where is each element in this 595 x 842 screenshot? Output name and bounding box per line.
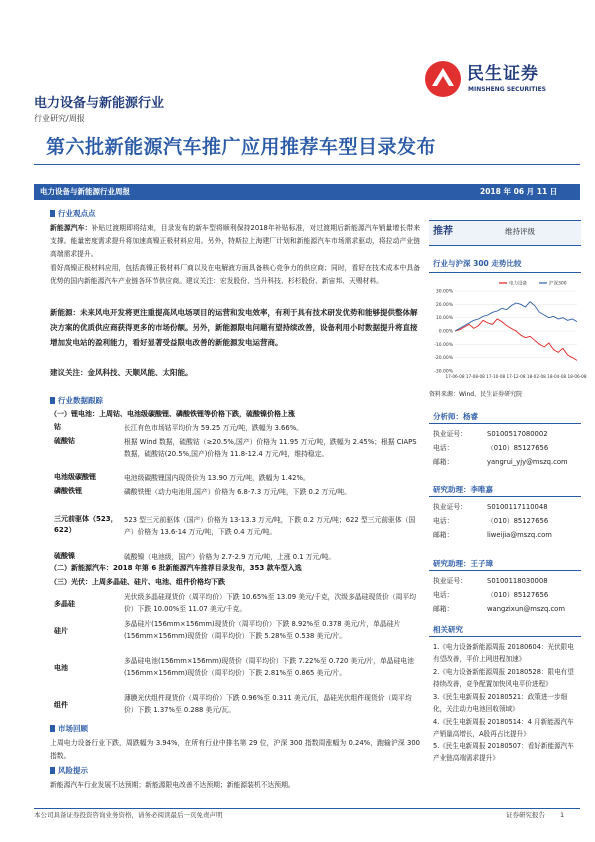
- report-title: 第六批新能源汽车推广应用推荐车型目录发布: [46, 136, 437, 158]
- related-research-item[interactable]: 1.《电力设备新能源周报 20180604：光伏限电有望改善，平价上网进程加速》: [433, 643, 574, 663]
- pv-row-label: 硅片: [54, 627, 68, 635]
- risk-text: 新能源汽车行业发展不达预期；新能源限电改善不达预期；新能源装机不达预期。: [50, 781, 295, 789]
- related-research-item[interactable]: 3.《民生电新周报 20180521：政策进一步细化，关注动力电池回收领域》: [433, 693, 568, 713]
- section-risk-heading: 风险提示: [50, 765, 88, 776]
- logo-name-en: MINSHENG SECURITIES: [468, 86, 546, 93]
- email-address: yangrui_yjy@mszq.com: [487, 458, 568, 466]
- x-tick-label: 18-06-08: [567, 374, 587, 379]
- pv-row-text: 多晶硅片(156mm×156mm)现货价（周平均价）下跌 8.92%至 0.378 美元/片，单晶硅片(156mm×156mm)现货价（周平均价）下跌 5.28%至 0.538 美元/片。: [124, 620, 401, 640]
- y-tick-label: -10.00%: [434, 342, 453, 348]
- phone-number: （010）85127656: [487, 591, 549, 599]
- related-research-heading: 相关研究: [433, 625, 463, 634]
- price-row-text: 电池级碳酸锂国内现货价为 13.90 万元/吨，跌幅为 1.42%。: [124, 474, 310, 482]
- y-tick-label: -30.00%: [434, 369, 453, 375]
- viewpoint-renewable-paragraph: 新能源：未来风电开发将更注重提高风电场项目的运营和发电效率，有利于具有技术研发优势和能够提供整体解决方案的优质供应商获得更多的市场份额。另外，新能源限电问题有望持续改善，设备利用小时数据提升将直接增加发电站的盈利能力，看好显著受益限电改善的新能源发电运营商。: [50, 308, 418, 347]
- analyst-rule: [429, 423, 581, 424]
- price-row-label: 硫酸钴: [54, 437, 75, 445]
- related-research-item[interactable]: 2.《电力设备新能源周报 20180528：限电有望持续改善，竞争配置加快风电平价进程》: [433, 668, 574, 688]
- rating-sub: 维持评级: [505, 227, 535, 236]
- section-viewpoint-heading: 行业观点点: [50, 208, 96, 219]
- pv-row-text: 多晶硅电池(156mm×156mm)现货价（周平均价）下跌 7.22%至 0.720 美元/片，单晶硅电池(156mm×156mm)现货价（周平均价）下跌 2.81%至 0.865 美元/片。: [124, 657, 414, 677]
- x-tick-label: 17-06-08: [445, 374, 465, 379]
- x-tick-label: 17-08-08: [465, 374, 485, 379]
- analyst-rule: [429, 496, 581, 497]
- section-market-heading: 市场回顾: [50, 723, 88, 734]
- y-tick-label: 20.00%: [435, 302, 453, 308]
- section-data-heading: 行业数据跟踪: [50, 395, 103, 406]
- pv-row-text: 薄膜光伏组件现货价（周平均价）下跌 0.96%至 0.311 美元/瓦，晶硅光伏组件现货价（周平均价）下跌 1.37%至 0.288 美元/瓦。: [124, 694, 412, 714]
- rating-label: 推荐: [433, 226, 453, 237]
- related-research-item[interactable]: 5.《民生电新周报 20180507：看好新能源汽车产业链高端需求提升》: [433, 742, 574, 762]
- footer-disclaimer: 本公司具备证券投资咨询业务资格，请务必阅读最后一页免责声明: [34, 811, 223, 819]
- ev-subheading: （二）新能源汽车：2018 年第 6 批新能源汽车推荐目录发布，353 款车型入选: [50, 564, 302, 572]
- x-tick-label: 18-04-08: [547, 374, 567, 379]
- price-row-label: 钴: [54, 423, 61, 431]
- pv-subheading: （三）光伏：上周多晶硅、硅片、电池、组件价格均下跌: [50, 578, 225, 586]
- price-row-label: 硫酸镍: [54, 552, 75, 560]
- market-review-text: 上周电力设备行业下跌，周跌幅为 3.94%，在所有行业中排名第 29 位，沪深 300 指数周涨幅为 0.24%，跑输沪深 300 指数。: [50, 739, 420, 760]
- pv-row-label: 电池: [54, 664, 68, 672]
- price-row-label: 磷酸铁锂: [54, 487, 82, 495]
- phone-number: （010）85127656: [487, 517, 549, 525]
- footer-report-type: 证券研究报告: [506, 811, 545, 819]
- viewpoint-material-paragraph: 看好高镍正极材料应用，包括高镍正极材料厂商以及在电解液方面具备核心竞争力的供应商；同时，看好在技术成本中具备优势的国内新能源汽车产业链各环节供应商。建议关注：宏发股份、当升科技、杉杉股份、新宙邦、天赐材料。: [50, 264, 420, 285]
- series-line: [455, 319, 577, 360]
- phone-number: （010）85127656: [487, 444, 549, 452]
- chart-source: 资料来源：Wind，民生证券研究院: [429, 391, 523, 398]
- legend-label: 电力设备: [509, 281, 527, 287]
- chart-title-rule: [429, 272, 581, 273]
- email-address: wangzixun@mszq.com: [487, 605, 565, 613]
- price-row-label: 三元前驱体（523，622）: [54, 515, 118, 534]
- x-tick-label: 17-12-08: [506, 374, 526, 379]
- cert-label: 执业证号：: [433, 430, 467, 438]
- phone-label: 电话：: [433, 444, 454, 452]
- email-label: 邮箱：: [433, 531, 454, 539]
- y-tick-label: 10.00%: [435, 316, 453, 322]
- chart-title: 行业与沪深 300 走势比较: [433, 259, 522, 268]
- cert-label: 执业证号：: [433, 503, 467, 511]
- series-line: [455, 302, 577, 331]
- pv-row-text: 光伏级多晶硅现货价（周平均价）下跌 10.65%至 13.09 美元/千克，次级多晶硅现货价（周平均价）下跌 10.00%至 11.07 美元/千克。: [124, 593, 417, 613]
- price-row-text: 磷酸铁锂（动力电池用,国产）价格为 6.8-7.3 万元/吨，下跌 0.2 万元/吨。: [124, 488, 351, 496]
- viewpoint-suggestion: 建议关注：金风科技、天顺风能、太阳能。: [50, 368, 193, 377]
- y-tick-label: -20.00%: [434, 356, 453, 362]
- analyst-name: 研究助理：王子璋: [433, 559, 493, 568]
- pv-row-label: 组件: [54, 701, 68, 709]
- footer-divider: [34, 808, 580, 809]
- email-address: liweijia@mszq.com: [487, 531, 552, 539]
- email-label: 邮箱：: [433, 458, 454, 466]
- analyst-name: 研究助理：李唯嘉: [433, 485, 493, 494]
- y-tick-label: 0.00%: [438, 329, 453, 335]
- lithium-subheading: （一）锂电池：上周钴、电池级碳酸锂、磷酸铁锂等价格下跌，硫酸镍价格上涨: [50, 410, 295, 418]
- research-type: 行业研究/周报: [34, 114, 85, 123]
- related-research-item[interactable]: 4.《民生电新周报 20180514：4 月新能源汽车产销量高增长，A股再占比提升》: [433, 718, 574, 738]
- industry-name: 电力设备与新能源行业: [34, 96, 165, 111]
- email-label: 邮箱：: [433, 605, 454, 613]
- legend-label: 沪深300: [549, 281, 567, 287]
- cert-number: S0100517080002: [487, 430, 548, 438]
- viewpoint-ev-paragraph: 新能源汽车：补贴过渡期即将结束，目录发布的新车型将顺利保持2018年补贴标准，对过渡期后新能源汽车销量增长带来支撑。能量密度需求提升将加速高镍正极材料应用。另外，特斯拉上海建厂计划和新能源汽车市场需求驱动，将拉动产业链高端需求提升。: [50, 224, 421, 258]
- trend-chart: [429, 277, 587, 387]
- price-row-text: 长江有色市场钴平均价为 59.25 万元/吨，跌幅为 3.66%。: [124, 424, 303, 432]
- price-row-text: 根据 Wind 数据，硫酸钴（≥20.5%,国产）价格为 11.95 万元/吨，跌幅为 2.45%；根据 CIAPS 数据，硫酸钴(20.5%,国产)价格为 11.8-12.4 万元/吨，维持稳定。: [124, 438, 417, 458]
- cert-label: 执业证号：: [433, 577, 467, 585]
- analyst-name: 分析师：杨睿: [433, 412, 478, 421]
- price-row-text: 523 型三元前驱体（国产）价格为 13-13.3 万元/吨，下跌 0.2 万元/吨；622 型三元前驱体（国产）价格为 13.6-14 万元/吨，下跌 0.4 万元/吨。: [124, 516, 416, 536]
- price-row-label: 电池级碳酸锂: [54, 473, 96, 481]
- logo-name-cn: 民生证券: [467, 64, 539, 84]
- title-divider: [34, 164, 580, 165]
- x-tick-label: 18-02-08: [526, 374, 546, 379]
- analyst-rule: [429, 570, 581, 571]
- report-series: 电力设备与新能源行业周报: [40, 187, 130, 196]
- x-tick-label: 17-10-08: [486, 374, 506, 379]
- phone-label: 电话：: [433, 517, 454, 525]
- pv-row-label: 多晶硅: [54, 600, 75, 608]
- report-date: 2018 年 06 月 11 日: [480, 187, 558, 196]
- price-row-text: 硫酸镍（电池级，国产）价格为 2.7-2.9 万元/吨，上涨 0.1 万元/吨。: [124, 553, 336, 561]
- phone-label: 电话：: [433, 591, 454, 599]
- page-number: 1: [560, 811, 565, 819]
- minsheng-logo-icon: [424, 60, 462, 98]
- related-rule: [429, 636, 581, 637]
- cert-number: S0100118030008: [487, 577, 548, 585]
- y-tick-label: 30.00%: [435, 289, 453, 295]
- cert-number: S0100117110048: [487, 503, 548, 511]
